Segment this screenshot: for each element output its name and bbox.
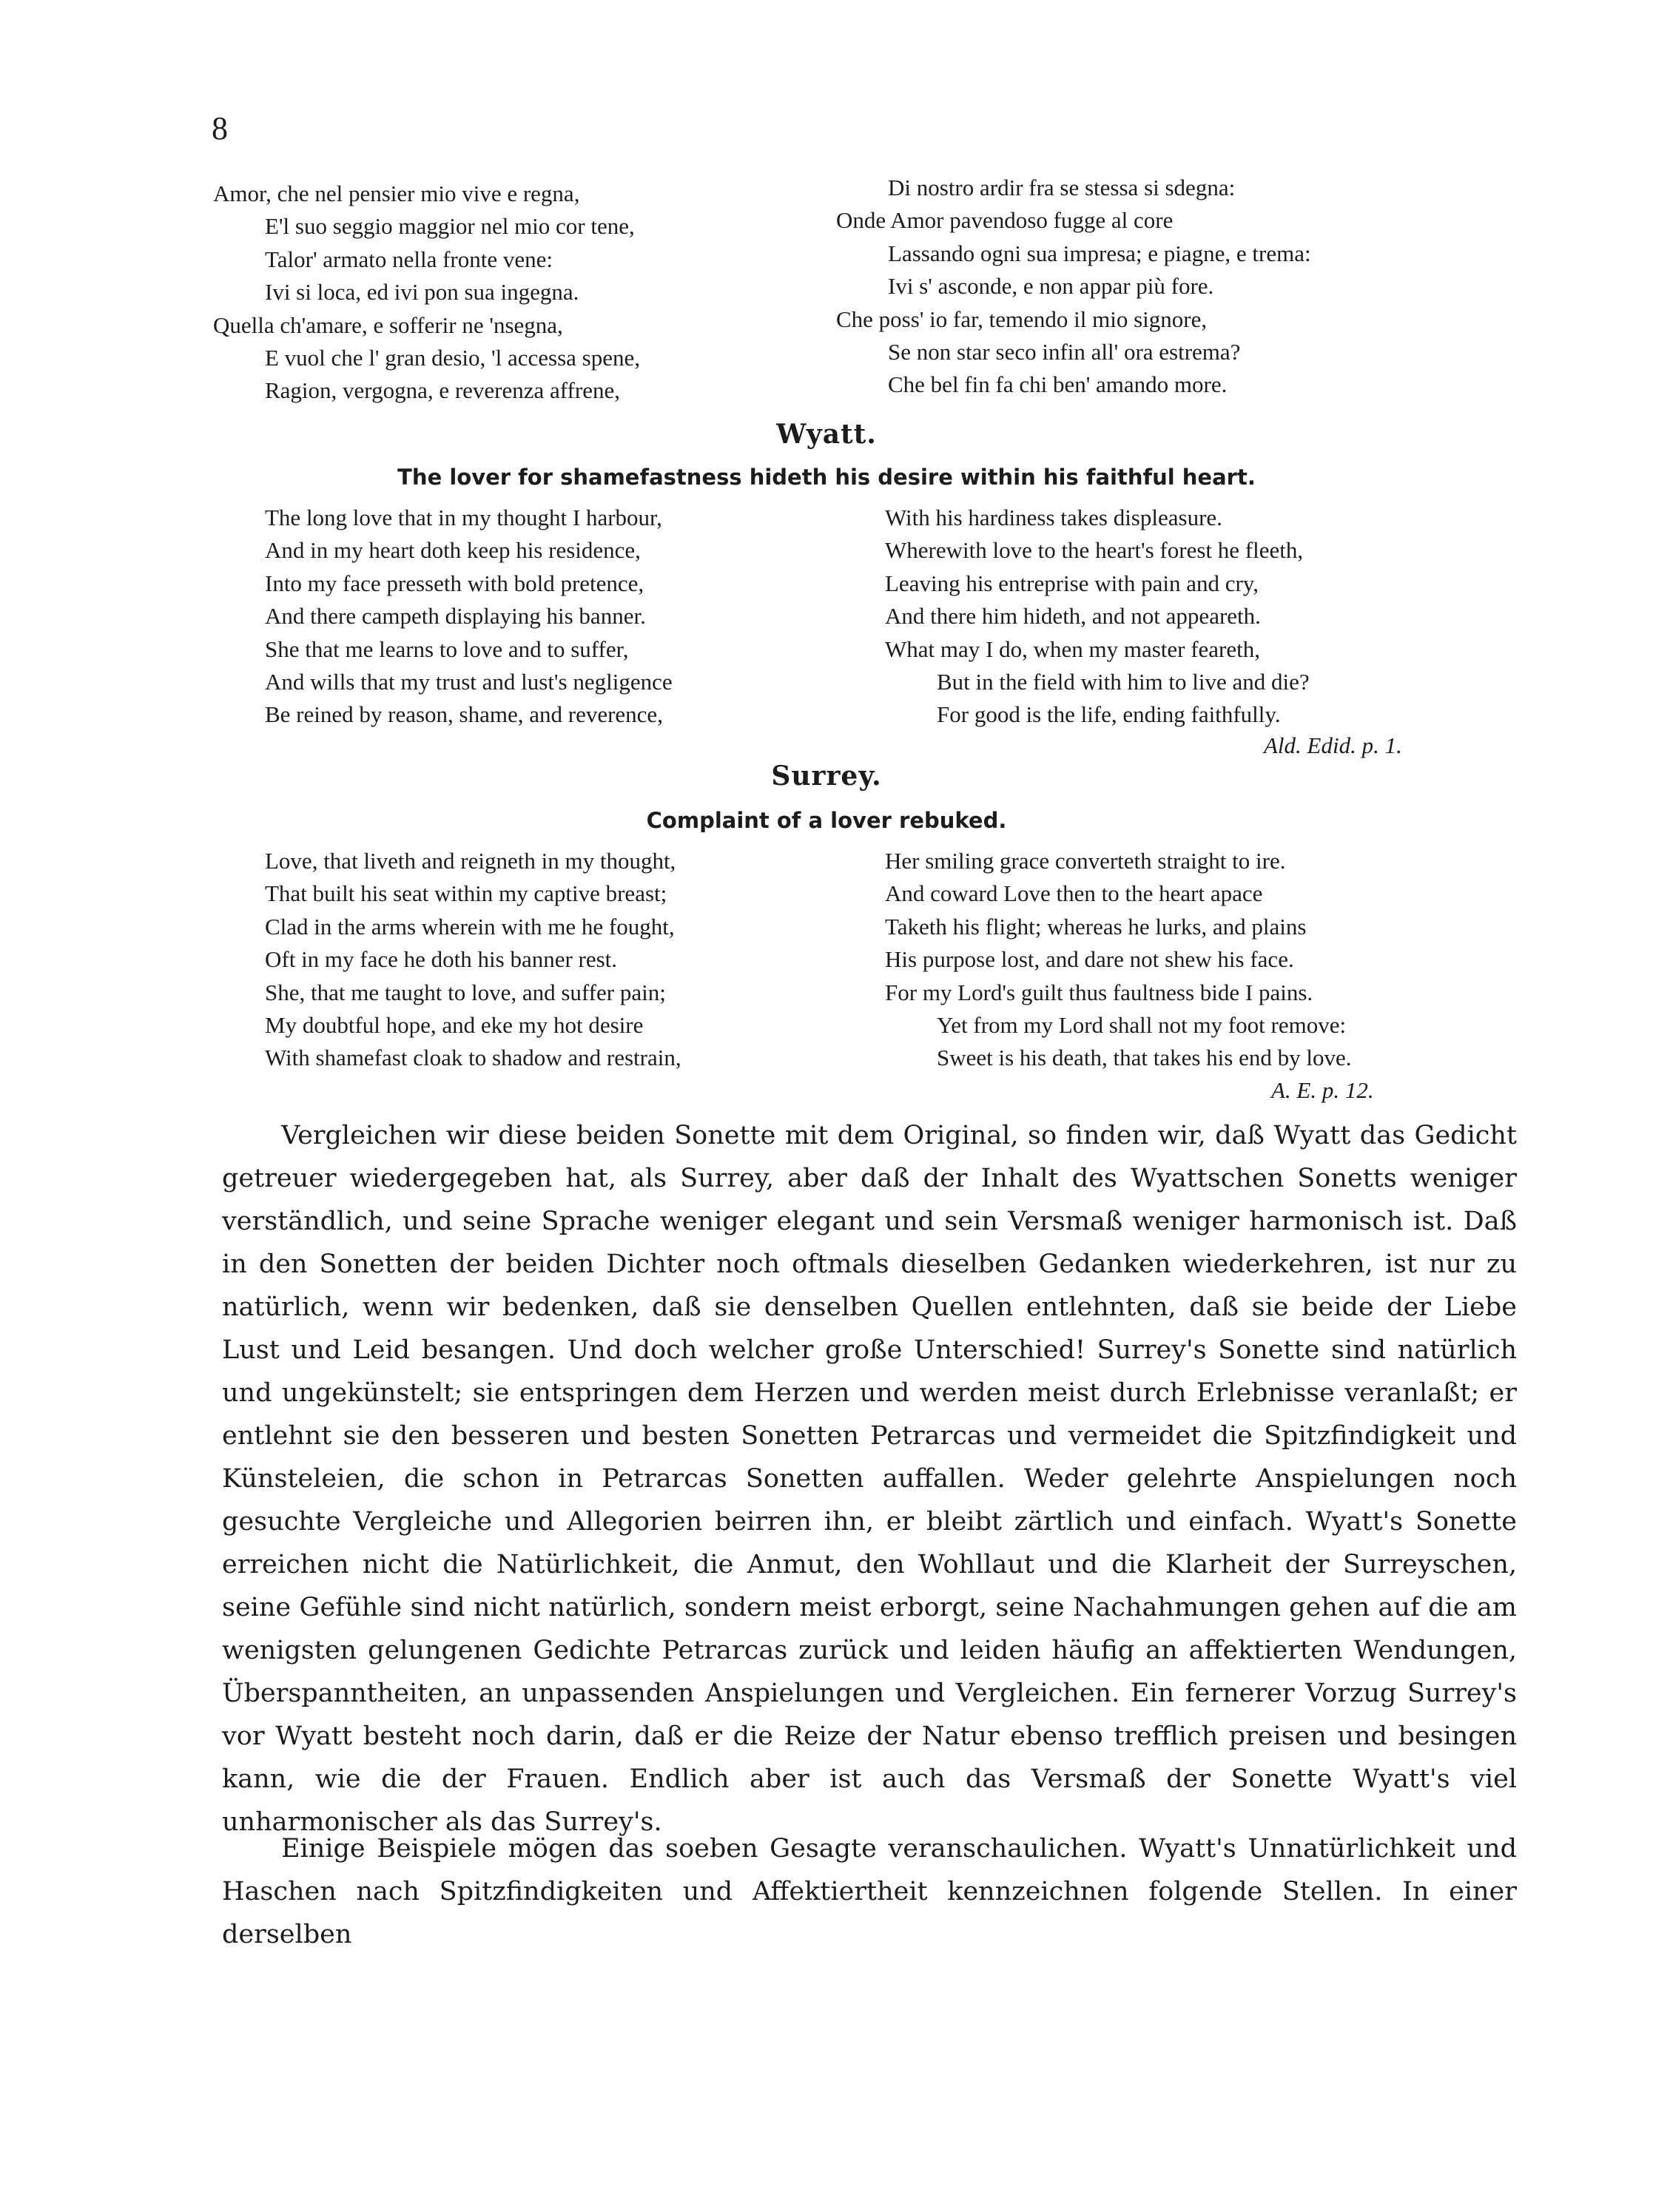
- verse-line: Ragion, vergogna, e reverenza affrene,: [265, 377, 620, 404]
- surrey-heading: Surrey.: [771, 761, 882, 792]
- verse-line: Sweet is his death, that takes his end by love.: [937, 1045, 1352, 1071]
- verse-line: Into my face presseth with bold pretence,: [265, 570, 644, 596]
- wyatt-heading: Wyatt.: [776, 419, 877, 450]
- wyatt-right-column: [885, 502, 1310, 732]
- verse-line: Ivi si loca, ed ivi pon sua ingegna.: [265, 279, 579, 306]
- verse-line: What may I do, when my master feareth,: [885, 635, 1261, 662]
- verse-line: Quella ch'amare, e sofferir ne 'nsegna,: [213, 311, 563, 338]
- verse-line: That built his seat within my captive breast;: [265, 880, 667, 907]
- verse-line: The long love that in my thought I harbour,: [265, 505, 662, 530]
- verse-line: And there him hideth, and not appeareth.: [885, 603, 1261, 630]
- verse-line: E'l suo seggio maggior nel mio cor tene,: [265, 213, 635, 240]
- verse-line: Be reined by reason, shame, and reverence,: [265, 701, 663, 728]
- page-number: 8: [212, 110, 228, 146]
- verse-line: Amor, che nel pensier mio vive e regna,: [213, 181, 580, 206]
- verse-line: My doubtful hope, and eke my hot desire: [265, 1011, 644, 1038]
- surrey-left-column: [265, 845, 681, 1075]
- italian-right-column: [836, 172, 1311, 402]
- verse-line: For my Lord's guilt thus faultness bide I pains.: [885, 979, 1313, 1005]
- verse-line: And coward Love then to the heart apace: [885, 880, 1263, 907]
- prose-paragraph: Vergleichen wir diese beiden Sonette mit dem Original, so finden wir, daß Wyatt das Gedicht getreuer wiedergegeben hat, als Surrey, aber daß der Inhalt des Wyattschen Sonetts weniger verständlich, und seine Sprache weniger elegant und sein Versmaß weniger harmonisch ist. Daß in den Sonetten der beiden Dichter noch oftmals dieselben Gedanken wiederkehren, ist nur zu natürlich, wenn wir bedenken, daß sie denselben Quellen entlehnten, daß sie beide der Liebe Lust und Leid besangen. Und doch welcher große Unterschied! Surrey's Sonette sind natürlich und ungekünstelt; sie entspringen dem Herzen und werden meist durch Erlebnisse veranlaßt; er entlehnt sie den besseren und besten Sonetten Petrarcas und vermeidet die Spitzfindigkeit und Künsteleien, die schon in Petrarcas Sonetten auffallen. Weder gelehrte Anspielungen noch gesuchte Vergleiche und Allegorien beirren ihn, er bleibt zärtlich und einfach. Wyatt's Sonette erreichen nicht die Natürlichkeit, die Anmut, den Wohllaut und die Klarheit der Surreyschen, seine Gefühle sind nicht natürlich, sondern meist erborgt, seine Nachahmungen gehen auf die am wenigsten gelungenen Gedichte Petrarcas zurück und leiden häufig an affektierten Wendungen, Überspanntheiten, an unpassenden Anspielungen und Vergleichen. Ein fernerer Vorzug Surrey's vor Wyatt besteht noch darin, daß er die Reize der Natur ebenso trefflich preisen und besingen kann, wie die der Frauen. Endlich aber ist auch das Versmaß der Sonette Wyatt's viel unharmonischer als das Surrey's.: [222, 1121, 1517, 1837]
- verse-line: Yet from my Lord shall not my foot remove:: [937, 1011, 1347, 1038]
- surrey-right-column: [885, 845, 1351, 1075]
- verse-line: Di nostro ardir fra se stessa si sdegna:: [888, 175, 1236, 200]
- verse-line: Her smiling grace converteth straight to ire.: [885, 848, 1286, 874]
- italian-left-column: [213, 178, 640, 408]
- verse-line: And there campeth displaying his banner.: [265, 603, 646, 630]
- verse-line: E vuol che l' gran desio, 'l accessa spene,: [265, 344, 640, 371]
- verse-line: Onde Amor pavendoso fugge al core: [836, 207, 1174, 234]
- verse-line: Lassando ogni sua impresa; e piagne, e trema:: [888, 240, 1311, 266]
- verse-line: With shamefast cloak to shadow and restrain,: [265, 1045, 681, 1071]
- verse-line: But in the field with him to live and die?: [937, 668, 1310, 695]
- wyatt-left-column: [265, 502, 673, 732]
- verse-line: She, that me taught to love, and suffer pain;: [265, 979, 666, 1005]
- verse-line: Ivi s' asconde, e non appar più fore.: [888, 273, 1214, 300]
- verse-line: Talor' armato nella fronte vene:: [265, 246, 553, 272]
- verse-line: Che poss' io far, temendo il mio signore,: [836, 306, 1208, 332]
- verse-line: Love, that liveth and reigneth in my thought,: [265, 848, 676, 874]
- surrey-poem-title: Complaint of a lover rebuked.: [646, 808, 1007, 833]
- verse-line: His purpose lost, and dare not shew his face.: [885, 946, 1294, 973]
- verse-line: With his hardiness takes displeasure.: [885, 505, 1222, 530]
- verse-line: And in my heart doth keep his residence,: [265, 537, 641, 564]
- verse-line: Oft in my face he doth his banner rest.: [265, 946, 618, 973]
- verse-line: For good is the life, ending faithfully.: [937, 701, 1281, 728]
- surrey-citation: A. E. p. 12.: [1271, 1077, 1374, 1103]
- verse-line: She that me learns to love and to suffer,: [265, 635, 629, 662]
- verse-line: Se non star seco infin all' ora estrema?: [888, 338, 1241, 365]
- verse-line: Taketh his flight; whereas he lurks, and plains: [885, 913, 1307, 940]
- verse-line: Leaving his entreprise with pain and cry,: [885, 570, 1259, 596]
- wyatt-citation: Ald. Edid. p. 1.: [1264, 732, 1402, 758]
- verse-line: Che bel fin fa chi ben' amando more.: [888, 371, 1228, 398]
- prose-paragraph: Einige Beispiele mögen das soeben Gesagte veranschaulichen. Wyatt's Unnatürlichkeit und Haschen nach Spitzfindigkeiten und Affektiertheit kennzeichnen folgende Stellen. In einer derselben: [222, 1834, 1517, 1949]
- verse-line: And wills that my trust and lust's negligence: [265, 668, 673, 695]
- wyatt-poem-title: The lover for shamefastness hideth his desire within his faithful heart.: [397, 465, 1256, 490]
- verse-line: Clad in the arms wherein with me he fought,: [265, 913, 675, 940]
- verse-line: Wherewith love to the heart's forest he fleeth,: [885, 537, 1304, 564]
